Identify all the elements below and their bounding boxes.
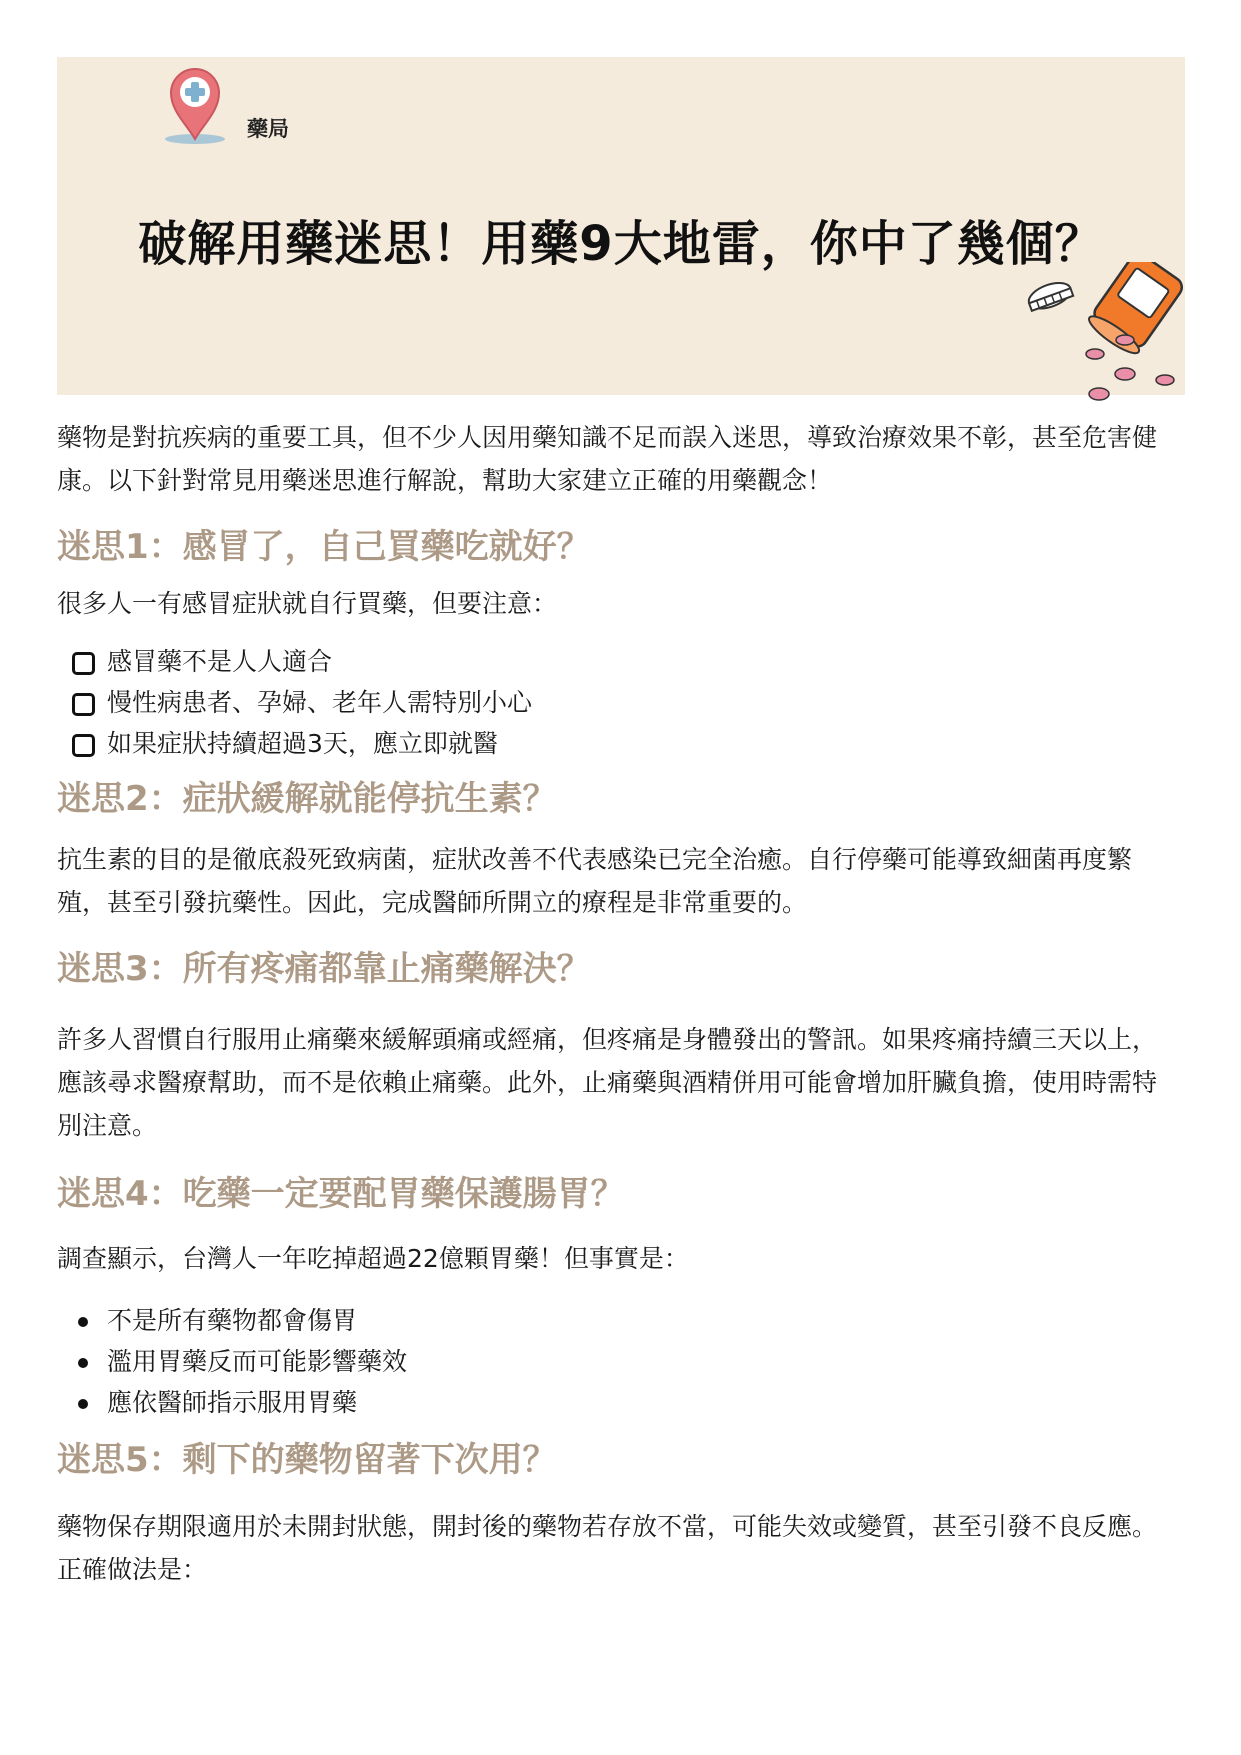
intro-paragraph: 藥物是對抗疾病的重要工具，但不少人因用藥知識不足而誤入迷思，導致治療效果不彰，甚至危害健康。以下針對常見用藥迷思進行解說，幫助大家建立正確的用藥觀念！ [57, 423, 1158, 495]
list-item: 慢性病患者、孕婦、老年人需特別小心 [57, 682, 1177, 723]
myth2-body: 抗生素的目的是徹底殺死致病菌，症狀改善不代表感染已完全治癒。自行停藥可能導致細菌再度繁殖，甚至引發抗藥性。因此，完成醫師所開立的療程是非常重要的。 [57, 845, 1133, 917]
list-item: 應依醫師指示服用胃藥 [57, 1382, 1177, 1423]
list-item: 不是所有藥物都會傷胃 [57, 1300, 1177, 1341]
myth3-heading: 迷思3：所有疼痛都靠止痛藥解決？ [57, 949, 591, 989]
myth5-body: 藥物保存期限適用於未開封狀態，開封後的藥物若存放不當，可能失效或變質，甚至引發不良反應。正確做法是： [57, 1512, 1158, 1584]
list-item: 如果症狀持續超過3天，應立即就醫 [57, 723, 1177, 764]
checkbox-icon [72, 734, 95, 757]
bullet-icon [78, 1399, 88, 1409]
myth3-body: 許多人習慣自行服用止痛藥來緩解頭痛或經痛，但疼痛是身體發出的警訊。如果疼痛持續三天以上，應該尋求醫療幫助，而不是依賴止痛藥。此外，止痛藥與酒精併用可能會增加肝臟負擔，使用時需特別注意。 [57, 1025, 1158, 1140]
pharmacy-pin-icon [165, 65, 245, 145]
myth4-lead: 調查顯示，台灣人一年吃掉超過22億顆胃藥！但事實是： [57, 1244, 689, 1273]
logo-label: 藥局 [247, 117, 289, 141]
page-title: 破解用藥迷思！用藥9大地雷，你中了幾個？ [138, 216, 1104, 272]
myth1-heading: 迷思1：感冒了，自己買藥吃就好？ [57, 527, 591, 567]
checkbox-icon [72, 693, 95, 716]
header-banner [57, 57, 1185, 395]
article-content [57, 416, 1177, 1591]
myth4-bullets [57, 1300, 1177, 1423]
pill-bottle-icon [1017, 262, 1187, 402]
checkbox-icon [72, 652, 95, 675]
list-item: 濫用胃藥反而可能影響藥效 [57, 1341, 1177, 1382]
myth1-lead: 很多人一有感冒症狀就自行買藥，但要注意： [57, 589, 558, 618]
bullet-icon [78, 1358, 88, 1368]
myth5-heading: 迷思5：剩下的藥物留著下次用？ [57, 1440, 557, 1480]
bullet-icon [78, 1317, 88, 1327]
list-item: 感冒藥不是人人適合 [57, 641, 1177, 682]
myth2-heading: 迷思2：症狀緩解就能停抗生素？ [57, 779, 557, 819]
myth4-heading: 迷思4：吃藥一定要配胃藥保護腸胃？ [57, 1174, 625, 1214]
myth1-checklist [57, 641, 1177, 764]
